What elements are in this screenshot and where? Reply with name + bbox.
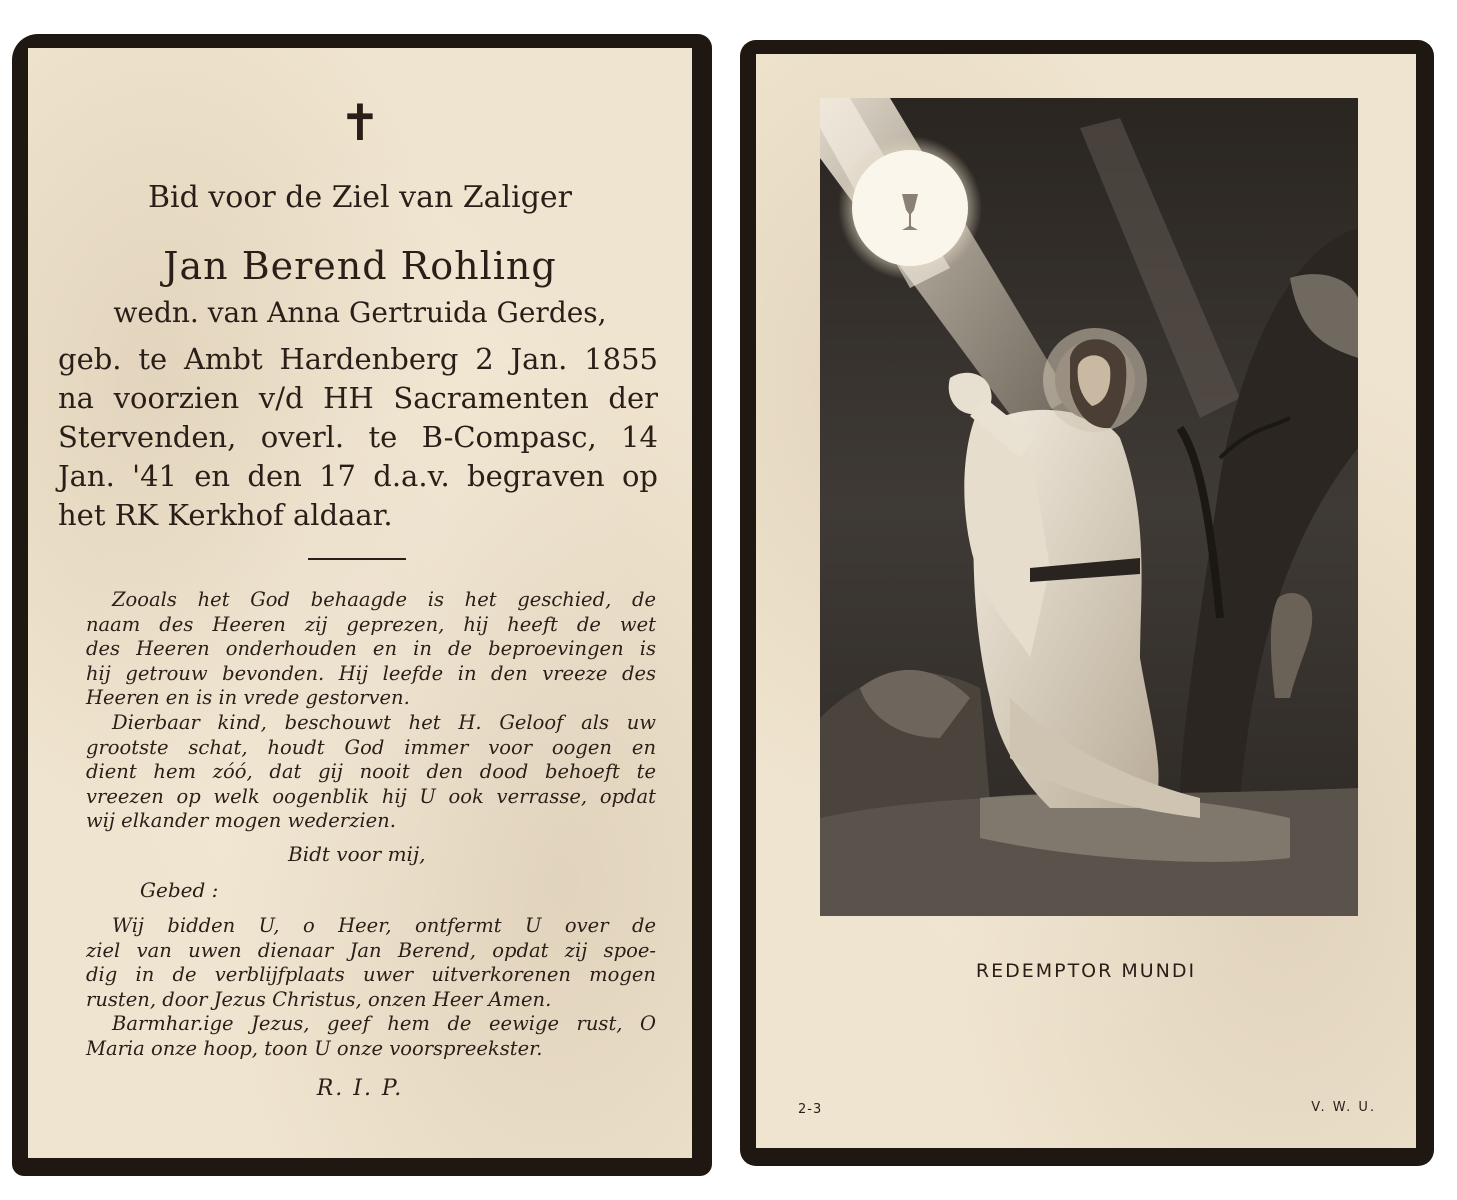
divider: [308, 558, 406, 560]
bio-line: geb. te Ambt Hardenberg 2 Jan. 1855: [58, 342, 658, 376]
bio-line: Jan. '41 en den 17 d.a.v. begraven op: [58, 459, 658, 493]
prayer-line: Barmhar.ige Jezus, geef hem de eewige rust, O: [112, 1012, 656, 1036]
prayer-line: ziel van uwen dienaar Jan Berend, opdat zij spoe-: [86, 938, 656, 962]
prayer-line: rusten, door Jezus Christus, onzen Heer Amen.: [86, 987, 552, 1011]
prayer-line: Maria onze hoop, toon U onze voorspreekster.: [86, 1036, 543, 1060]
verse-text: [86, 588, 656, 834]
praying-christ-illustration: [820, 98, 1358, 916]
verse-line: Zooals het God behaagde is het geschied, de: [112, 588, 656, 611]
publisher-mark: V. W. U.: [1311, 1100, 1376, 1115]
picture-caption: REDEMPTOR MUNDI: [975, 960, 1197, 982]
prayer-line: dig in de verblijfplaats uwer uitverkorenen mogen: [86, 963, 656, 987]
print-number: 2-3: [798, 1102, 823, 1117]
cross-icon: ✝: [339, 94, 381, 152]
verse-line: dient hem zóó, dat gij nooit den dood behoeft te: [86, 760, 656, 784]
bio-line: het RK Kerkhof aldaar.: [58, 498, 393, 532]
verse-line: hij getrouw bevonden. Hij leefde in den vreeze des: [86, 661, 656, 685]
verse-line: Heeren en is in vrede gestorven.: [86, 686, 410, 710]
prayer-line: Wij bidden U, o Heer, ontfermt U over de: [112, 914, 656, 937]
verse-line: vreezen op welk oogenblik hij U ook verrasse, opdat: [86, 784, 656, 808]
prayer-heading: Gebed :: [140, 878, 219, 902]
verse-line: grootste schat, houdt God immer voor oogen en: [86, 735, 656, 759]
verse-line: Dierbaar kind, beschouwt het H. Geloof als uw: [112, 710, 656, 734]
widower-line: wedn. van Anna Gertruida Gerdes,: [113, 296, 607, 329]
memorial-card-text-side: [12, 34, 712, 1176]
bio-line: Stervenden, overl. te B-Compasc, 14: [58, 420, 658, 454]
card-paper: [28, 48, 692, 1158]
verse-line: wij elkander mogen wederzien.: [86, 809, 396, 833]
verse-line: naam des Heeren zij geprezen, hij heeft de wet: [86, 612, 656, 636]
biography: [58, 340, 658, 535]
closing-line: Bidt voor mij,: [288, 842, 426, 866]
card-paper: [756, 54, 1416, 1148]
verse-line: des Heeren onderhouden en in de beproevingen is: [86, 637, 656, 661]
rip-line: R. I. P.: [316, 1076, 404, 1101]
pray-line: Bid voor de Ziel van Zaliger: [147, 180, 573, 215]
prayer-text: [86, 914, 656, 1062]
memorial-card-picture-side: [740, 40, 1434, 1166]
bio-line: na voorzien v/d HH Sacramenten der: [58, 381, 658, 415]
deceased-name: Jan Berend Rohling: [163, 244, 557, 288]
